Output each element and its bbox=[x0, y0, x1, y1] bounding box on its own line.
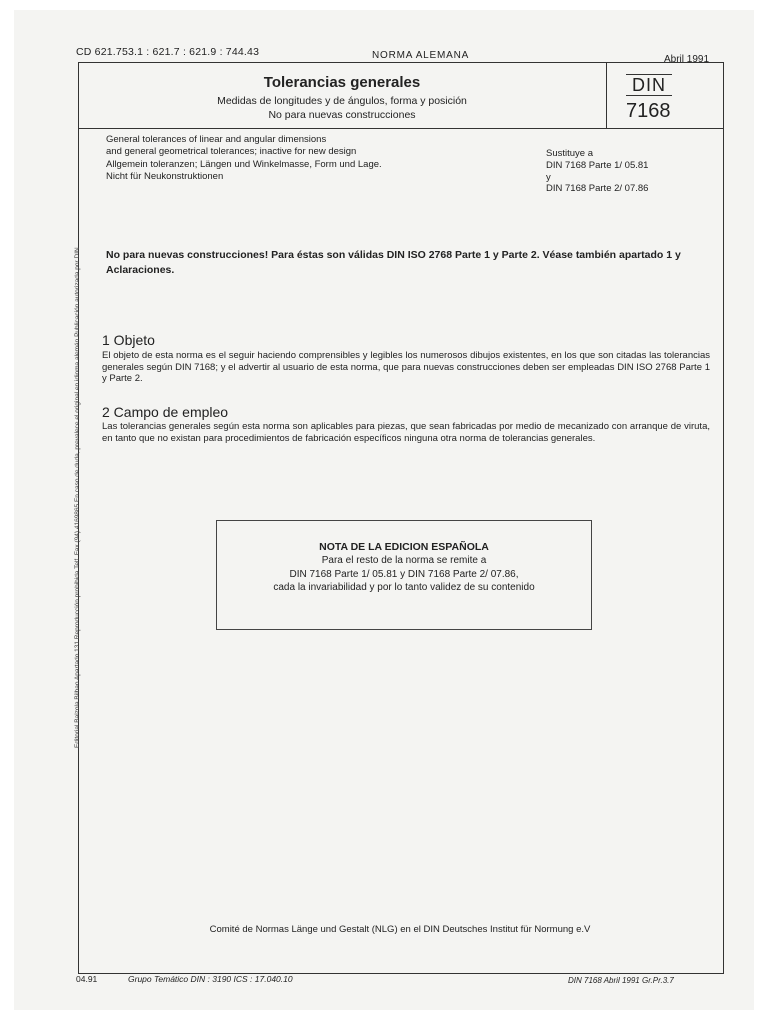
supersedes-line: y bbox=[546, 171, 551, 183]
title-translations bbox=[106, 134, 382, 183]
publisher-side-note: Editorial Balzola Bilbao Apartado 131 Reproducción prohibida Telf. Fax (94) 4169865 En caso de duda, prevalece el original en idioma alemán Publicación autorizada por DIN bbox=[74, 247, 81, 748]
translation-line: and general geometrical tolerances; inactive for new design bbox=[106, 146, 357, 158]
section-body-campo: Las tolerancias generales según esta norma son aplicables para piezas, que sean fabricadas por medio de mecanizado con arranque de viruta, en tanto que no existan para procedimientos de fabricación específicos ninguna otra norma de tolerancias generales. bbox=[102, 421, 710, 444]
din-logo: DIN bbox=[626, 74, 672, 96]
document-subtitle: Medidas de longitudes y de ángulos, forma y posición bbox=[217, 95, 467, 107]
section-body-objeto: El objeto de esta norma es el seguir haciendo comprensibles y legibles los numerosos dibujos existentes, en los que son citadas las tolerancias generales según DIN 7168; y el advertir al usuario de esta norma, que para nuevas construcciones deben ser empleadas DIN ISO 2768 Parte 1 y Parte 2. bbox=[102, 350, 710, 384]
translation-line: Allgemein toleranzen; Längen und Winkelmasse, Form und Lage. bbox=[106, 158, 382, 170]
supersedes-block bbox=[546, 148, 648, 195]
publication-date: Abril 1991 bbox=[664, 54, 710, 65]
footer-classification: Grupo Temático DIN : 3190 ICS : 17.040.10 bbox=[128, 974, 293, 984]
document-title: Tolerancias generales bbox=[263, 74, 421, 91]
supersedes-line: Sustituye a bbox=[546, 148, 593, 159]
cdu-classification: CD 621.753.1 : 621.7 : 621.9 : 744.43 bbox=[76, 46, 260, 58]
supersedes-line: DIN 7168 Parte 2/ 07.86 bbox=[546, 183, 649, 195]
header-divider-vertical bbox=[606, 62, 607, 128]
section-heading-objeto: 1 Objeto bbox=[102, 332, 155, 348]
translation-line: General tolerances of linear and angular dimensions bbox=[106, 134, 327, 145]
note-line: cada la invariabilidad y por lo tanto validez de su contenido bbox=[273, 582, 535, 593]
norma-alemana-label: NORMA ALEMANA bbox=[372, 50, 470, 61]
document-body bbox=[14, 10, 754, 1010]
section-heading-campo: 2 Campo de empleo bbox=[102, 404, 229, 420]
supersedes-line: DIN 7168 Parte 1/ 05.81 bbox=[546, 159, 649, 171]
footer-edition: 04.91 bbox=[76, 974, 98, 984]
document-frame bbox=[78, 62, 724, 974]
din-number: 7168 bbox=[626, 100, 671, 122]
spanish-edition-note bbox=[216, 520, 592, 630]
header-divider-horizontal bbox=[78, 128, 723, 129]
document-page bbox=[14, 10, 754, 1010]
din-badge bbox=[626, 74, 706, 123]
translation-line: Nicht für Neukonstruktionen bbox=[106, 170, 224, 182]
committee-line: Comité de Normas Länge und Gestalt (NLG) en el DIN Deutsches Institut für Normung e.V bbox=[209, 924, 591, 935]
footer-reference: DIN 7168 Abril 1991 Gr.Pr.3.7 bbox=[568, 976, 674, 985]
document-subtitle-note: No para nuevas construcciones bbox=[268, 109, 416, 121]
note-line: Para el resto de la norma se remite a bbox=[321, 555, 487, 566]
note-line: DIN 7168 Parte 1/ 05.81 y DIN 7168 Parte 2/ 07.86, bbox=[289, 568, 519, 580]
warning-notice: No para nuevas construcciones! Para éstas son válidas DIN ISO 2768 Parte 1 y Parte 2. Véase también apartado 1 y Aclaraciones. bbox=[106, 249, 681, 276]
note-title: NOTA DE LA EDICION ESPAÑOLA bbox=[319, 541, 489, 553]
